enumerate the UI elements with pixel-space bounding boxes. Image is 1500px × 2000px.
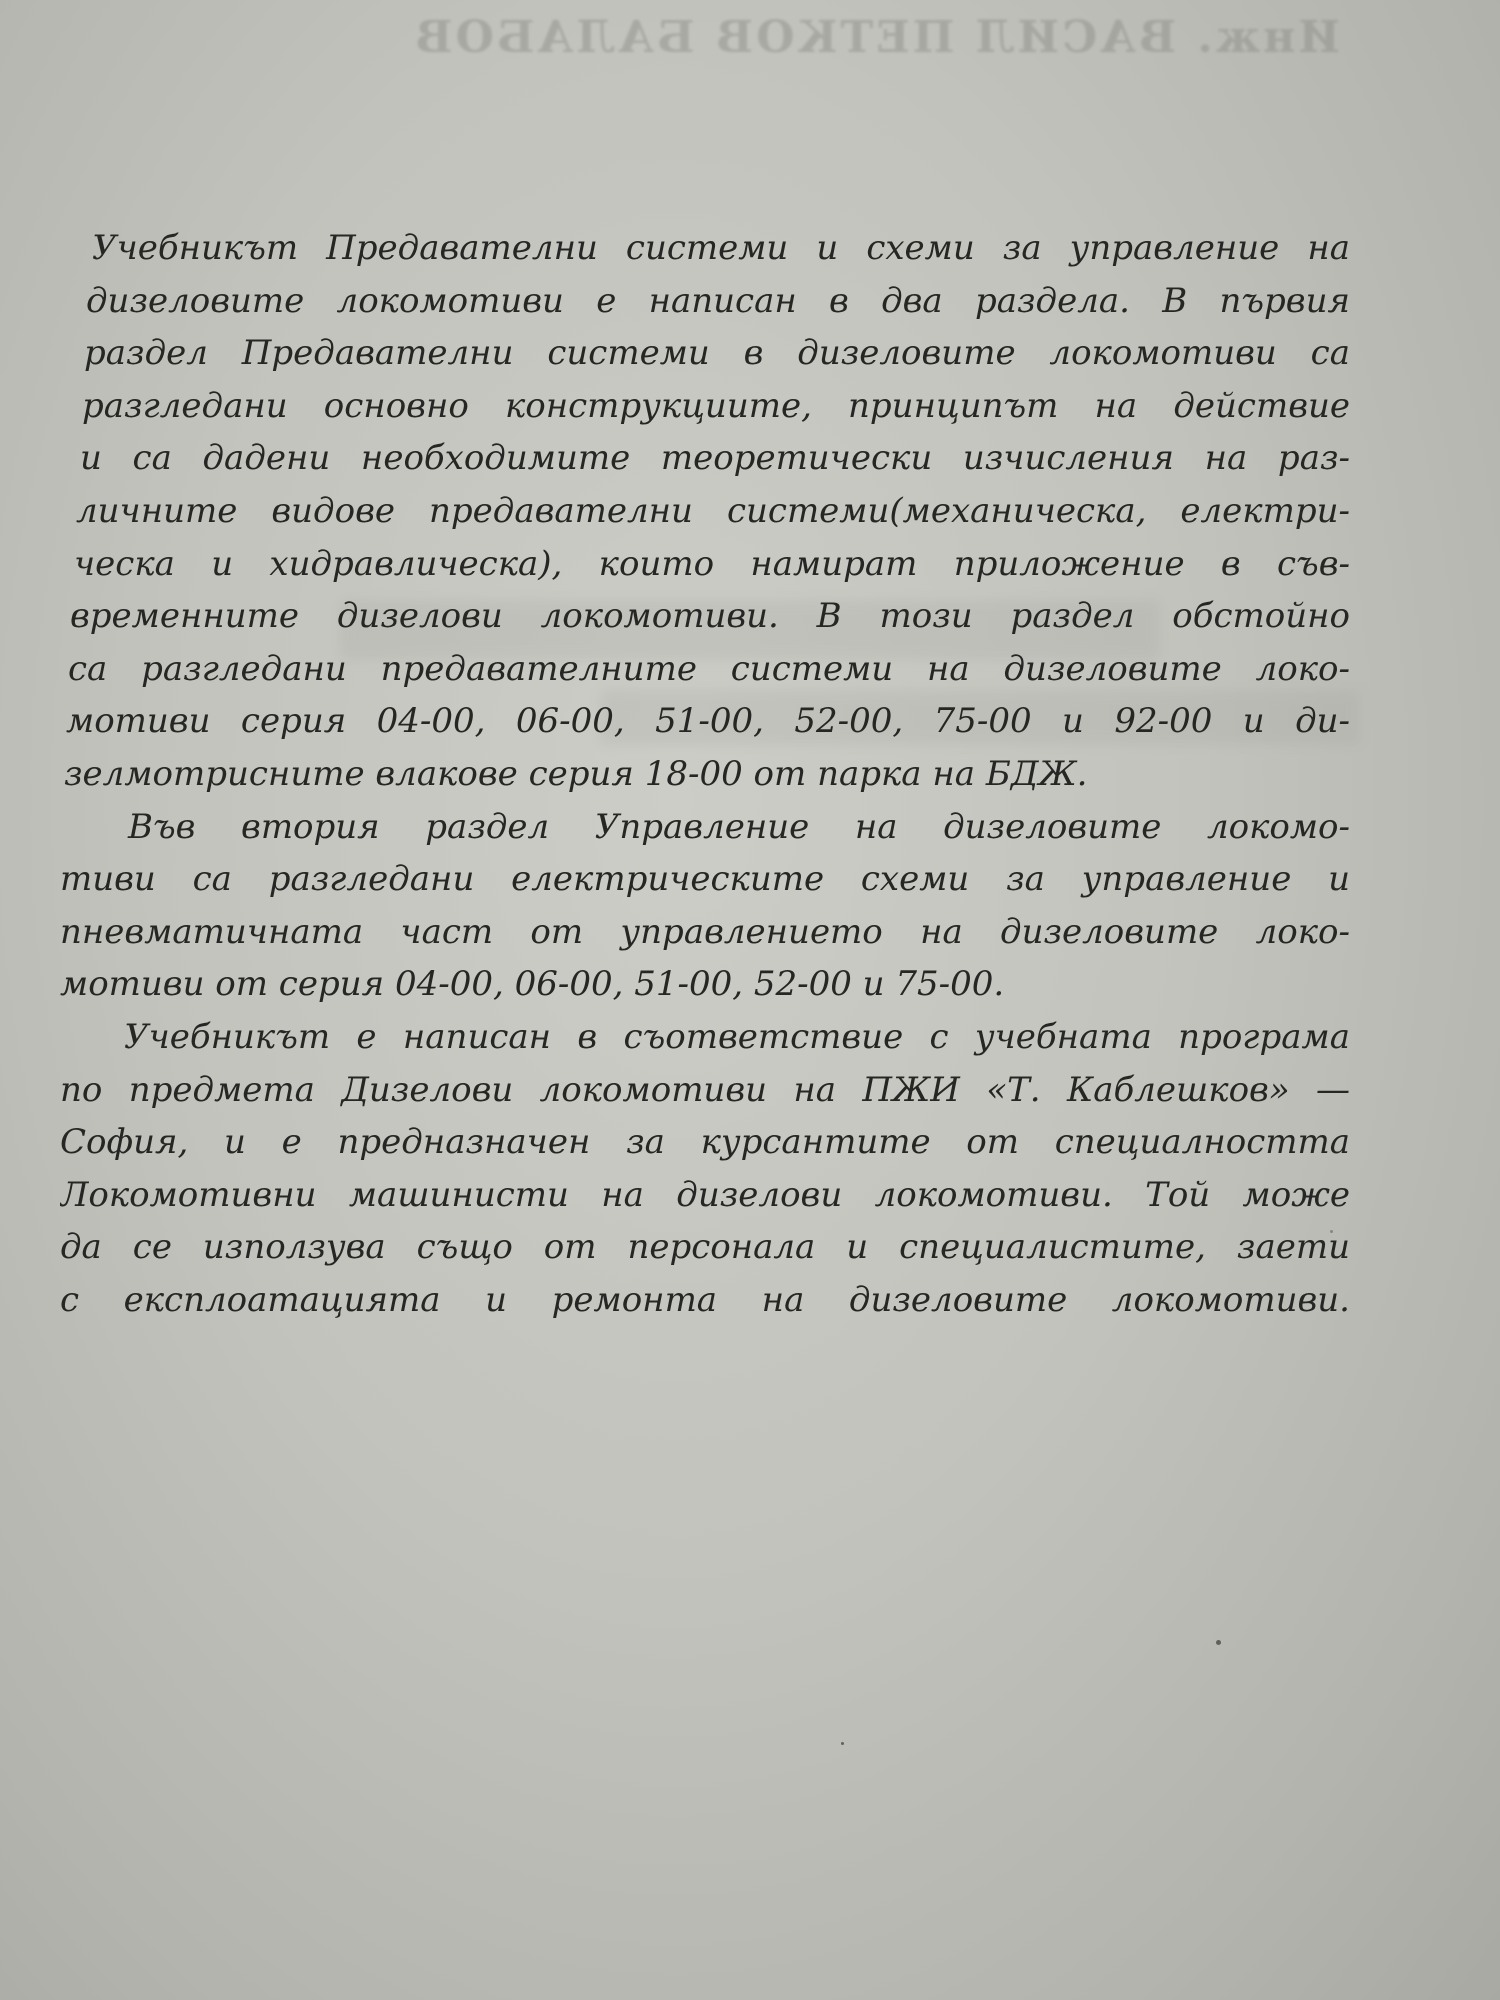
text-line: София, и е предназначен за курсантите от специалността (60, 1122, 1350, 1163)
text-line: Учебникът Предавателни системи и схеми за управление на (92, 228, 1350, 268)
bleed-through-header: Инж. ВАСИЛ ПЕТКОВ БАЛАБОВ (412, 12, 1340, 63)
text-line: тиви са разгледани електрическите схеми за управление и (60, 859, 1350, 900)
text-line: и са дадени необходимите теоретически изчисления на раз- (80, 438, 1350, 479)
paper-speck (841, 1742, 844, 1745)
text-line: разгледани основно конструкциите, принципът на действие (82, 385, 1350, 426)
annotation-text (60, 222, 1350, 1326)
text-line: временните дизелови локомотиви. В този раздел обстойно (70, 596, 1350, 637)
text-line: раздел Предавателни системи в дизеловите локомотиви са (84, 333, 1350, 374)
paper-speck (1216, 1640, 1221, 1645)
text-line: с експлоатацията и ремонта на дизеловите локомотиви. (60, 1279, 1350, 1320)
paragraph-2 (60, 801, 1350, 1011)
text-line: са разгледани предавателните системи на дизеловите локо- (68, 648, 1350, 689)
paper-speck (1330, 1230, 1333, 1233)
text-line: дизеловите локомотиви е написан в два раздела. В първия (86, 280, 1350, 321)
paragraph-3 (60, 1011, 1350, 1327)
paragraph-1 (60, 222, 1350, 801)
text-line: зелмотрисните влакове серия 18-00 от парка на БДЖ. (64, 753, 1088, 794)
text-line: Във втория раздел Управление на дизеловите локомо- (128, 806, 1350, 847)
text-line: мотиви серия 04-00, 06-00, 51-00, 52-00, 75-00 и 92-00 и ди- (66, 701, 1350, 742)
text-line: пневматичната част от управлението на дизеловите локо- (60, 911, 1350, 952)
text-line: личните видове предавателни системи(механическа, електри- (76, 490, 1350, 531)
text-line: Учебникът е написан в съответствие с учебната програма (124, 1016, 1350, 1057)
text-line: ческа и хидравлическа), които намират приложение в съв- (74, 543, 1350, 584)
text-line: мотиви от серия 04-00, 06-00, 51-00, 52-00 и 75-00. (60, 964, 1005, 1005)
text-line: по предмета Дизелови локомотиви на ПЖИ «Т. Каблешков» — (60, 1069, 1350, 1110)
text-line: Локомотивни машинисти на дизелови локомотиви. Той може (60, 1174, 1350, 1215)
text-line: да се използува също от персонала и специалистите, заети (60, 1227, 1350, 1268)
